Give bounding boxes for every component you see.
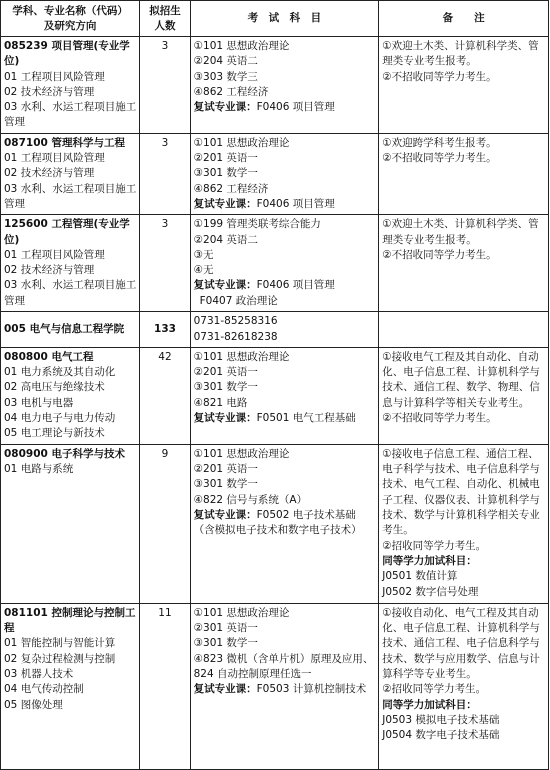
quota-cell xyxy=(140,133,190,214)
extra-exam-subject: J0503 模拟电子技术基础 xyxy=(382,713,500,726)
extra-exam-subject: J0501 数值计算 xyxy=(382,570,458,583)
major-title: 005 电气与信息工程学院 xyxy=(4,322,125,335)
note-text: ②不招收同等学力考生。 xyxy=(382,152,497,165)
research-direction: 01 电力系统及其自动化 xyxy=(4,366,116,379)
exam-subject: ④821 电路 xyxy=(193,396,248,409)
subjects-cell xyxy=(190,603,379,769)
exam-subject: ③301 数学一 xyxy=(193,478,258,491)
retest-subject: F0501 电气工程基础 xyxy=(256,412,356,425)
table-row xyxy=(1,312,549,348)
note-text: ①接收电子信息工程、通信工程、电子科学与技术、电子信息科学与技术、电气工程、自动化、机械电子工程、仪器仪表、计算机科学与技术、数学与计算机科学相关专业考生。 xyxy=(382,447,540,537)
research-direction: 02 技术经济与管理 xyxy=(4,167,95,180)
research-direction: 01 工程项目风险管理 xyxy=(4,248,105,261)
exam-subject: ③无 xyxy=(193,248,214,261)
retest-label: 复试专业课： xyxy=(193,509,257,522)
exam-subject: ②301 英语一 xyxy=(193,622,258,635)
quota-value: 133 xyxy=(154,322,176,335)
subjects-cell xyxy=(190,37,379,134)
extra-exam-label: 同等学力加试科目： xyxy=(382,698,477,711)
phone-number: 0731-82618238 xyxy=(193,330,278,343)
research-direction: 05 电工理论与新技术 xyxy=(4,427,105,440)
research-direction: 03 电机与电器 xyxy=(4,396,74,409)
research-direction: 04 电力电子与电力传动 xyxy=(4,412,116,425)
major-title: 125600 工程管理(专业学位) xyxy=(4,218,130,246)
research-direction: 03 水利、水运工程项目施工管理 xyxy=(4,279,137,307)
exam-subject: ②201 英语一 xyxy=(193,366,258,379)
retest-line xyxy=(194,278,376,293)
table-row xyxy=(1,347,549,444)
research-direction: 01 电路与系统 xyxy=(4,463,74,476)
research-direction: 05 图像处理 xyxy=(4,698,63,711)
notes-cell xyxy=(379,215,549,312)
research-direction: 03 机器人技术 xyxy=(4,668,74,681)
exam-subject: ①101 思想政治理论 xyxy=(193,136,290,149)
retest-extra: F0407 政治理论 xyxy=(199,294,278,307)
note-text: ②不招收同等学力考生。 xyxy=(382,70,497,83)
phone-number: 0731-85258316 xyxy=(193,315,278,328)
note-text: ①欢迎土木类、计算机科学类、管理类专业考生报考。 xyxy=(382,218,539,246)
exam-subject: ③301 数学一 xyxy=(193,637,258,650)
quota-value: 42 xyxy=(158,350,172,363)
table-header-row xyxy=(1,1,549,37)
quota-value: 9 xyxy=(161,447,169,460)
retest-line xyxy=(194,197,376,212)
quota-cell xyxy=(140,37,190,134)
research-direction: 02 技术经济与管理 xyxy=(4,85,95,98)
retest-subject: F0502 电子技术基础（含模拟电子技术和数字电子技术） xyxy=(193,509,362,537)
note-text: ②不招收同等学力考生。 xyxy=(382,412,497,425)
major-cell xyxy=(1,347,140,444)
notes-cell xyxy=(379,312,549,348)
note-text: ①欢迎跨学科考生报考。 xyxy=(382,136,497,149)
quota-cell xyxy=(140,444,190,603)
notes-cell xyxy=(379,347,549,444)
major-cell xyxy=(1,603,140,769)
exam-subject: ④862 工程经济 xyxy=(193,182,269,195)
exam-subject: ③301 数学一 xyxy=(193,381,258,394)
major-cell xyxy=(1,133,140,214)
header-quota: 拟招生 人数 xyxy=(140,1,190,37)
major-cell xyxy=(1,312,140,348)
exam-subject: ②204 英语二 xyxy=(193,55,258,68)
extra-exam-subject: J0502 数字信号处理 xyxy=(382,585,479,598)
table-row xyxy=(1,37,549,134)
subjects-cell xyxy=(190,444,379,603)
note-text: ②不招收同等学力考生。 xyxy=(382,248,497,261)
retest-label: 复试专业课： xyxy=(193,197,257,210)
exam-subject: ①101 思想政治理论 xyxy=(193,606,290,619)
major-title: 085239 项目管理(专业学位) xyxy=(4,40,130,68)
exam-subject: ④822 信号与系统（A） xyxy=(193,493,308,506)
exam-subject: ④823 微机（含单片机）原理及应用、824 自动控制原理任选一 xyxy=(193,652,374,681)
research-direction: 02 高电压与绝缘技术 xyxy=(4,381,105,394)
table-row xyxy=(1,444,549,603)
quota-cell xyxy=(140,215,190,312)
exam-subject: ③303 数学三 xyxy=(193,70,258,83)
research-direction: 01 工程项目风险管理 xyxy=(4,70,105,83)
retest-subject: F0406 项目管理 xyxy=(256,197,335,210)
exam-subject: ①101 思想政治理论 xyxy=(193,447,290,460)
notes-cell xyxy=(379,133,549,214)
major-title: 081101 控制理论与控制工程 xyxy=(4,606,136,635)
research-direction: 02 技术经济与管理 xyxy=(4,264,95,277)
exam-subject: ②201 英语一 xyxy=(193,463,258,476)
research-direction: 04 电气传动控制 xyxy=(4,683,84,696)
header-major: 学科、专业名称（代码） 及研究方向 xyxy=(1,1,140,37)
retest-line xyxy=(194,411,376,426)
quota-cell xyxy=(140,312,190,348)
note-text: ①接收电气工程及其自动化、自动化、电子信息工程、计算机科学与技术、通信工程、数学、物理、信息与计算科学等相关专业考生。 xyxy=(382,350,540,409)
major-title: 087100 管理科学与工程 xyxy=(4,136,125,149)
subjects-cell xyxy=(190,312,379,348)
major-title: 080800 电气工程 xyxy=(4,350,94,363)
extra-exam-label: 同等学力加试科目： xyxy=(382,554,477,567)
research-direction: 03 水利、水运工程项目施工管理 xyxy=(4,182,137,210)
retest-line xyxy=(194,100,376,115)
research-direction: 02 复杂过程检测与控制 xyxy=(4,652,116,665)
retest-line xyxy=(194,508,376,539)
exam-subject: ④862 工程经济 xyxy=(193,85,269,98)
quota-cell xyxy=(140,603,190,769)
header-subjects: 考 试 科 目 xyxy=(190,1,379,37)
exam-subject: ②201 英语一 xyxy=(193,152,258,165)
retest-label: 复试专业课： xyxy=(193,412,257,425)
retest-subject: F0503 计算机控制技术 xyxy=(256,683,367,696)
subjects-cell xyxy=(190,347,379,444)
exam-subject: ①199 管理类联考综合能力 xyxy=(193,218,321,231)
quota-value: 11 xyxy=(158,606,172,619)
note-text: ①接收自动化、电气工程及其自动化、电子信息工程、计算机科学与技术、通信工程、电子信息科学与技术、数学与应用数学、信息与计算科学等专业考生。 xyxy=(382,606,540,681)
quota-value: 3 xyxy=(161,218,169,231)
retest-label: 复试专业课： xyxy=(193,101,257,114)
quota-value: 3 xyxy=(161,40,169,52)
subjects-cell xyxy=(190,133,379,214)
table-row xyxy=(1,215,549,312)
header-notes: 备 注 xyxy=(379,1,549,37)
exam-subject: ①101 思想政治理论 xyxy=(193,40,290,52)
notes-cell xyxy=(379,444,549,603)
exam-subject: ④无 xyxy=(193,264,214,277)
notes-cell xyxy=(379,603,549,769)
subjects-cell xyxy=(190,215,379,312)
retest-line xyxy=(194,682,376,697)
major-cell xyxy=(1,215,140,312)
note-text: ②招收同等学力考生。 xyxy=(382,539,487,552)
extra-exam-subject: J0504 数字电子技术基础 xyxy=(382,729,500,742)
note-text: ②招收同等学力考生。 xyxy=(382,683,487,696)
retest-subject: F0406 项目管理 xyxy=(256,279,335,292)
exam-subject: ①101 思想政治理论 xyxy=(193,350,290,363)
research-direction: 01 智能控制与智能计算 xyxy=(4,637,116,650)
research-direction: 01 工程项目风险管理 xyxy=(4,152,105,165)
exam-subject: ③301 数学一 xyxy=(193,167,258,180)
table-row xyxy=(1,603,549,769)
retest-label: 复试专业课： xyxy=(193,683,257,696)
notes-cell xyxy=(379,37,549,134)
quota-value: 3 xyxy=(161,136,169,149)
quota-cell xyxy=(140,347,190,444)
research-direction: 03 水利、水运工程项目施工管理 xyxy=(4,101,137,129)
major-cell xyxy=(1,37,140,134)
major-title: 080900 电子科学与技术 xyxy=(4,447,125,460)
retest-subject: F0406 项目管理 xyxy=(256,101,335,114)
retest-label: 复试专业课： xyxy=(193,279,257,292)
exam-subject: ②204 英语二 xyxy=(193,233,258,246)
table-row xyxy=(1,133,549,214)
note-text: ①欢迎土木类、计算机科学类、管理类专业考生报考。 xyxy=(382,40,539,68)
major-cell xyxy=(1,444,140,603)
